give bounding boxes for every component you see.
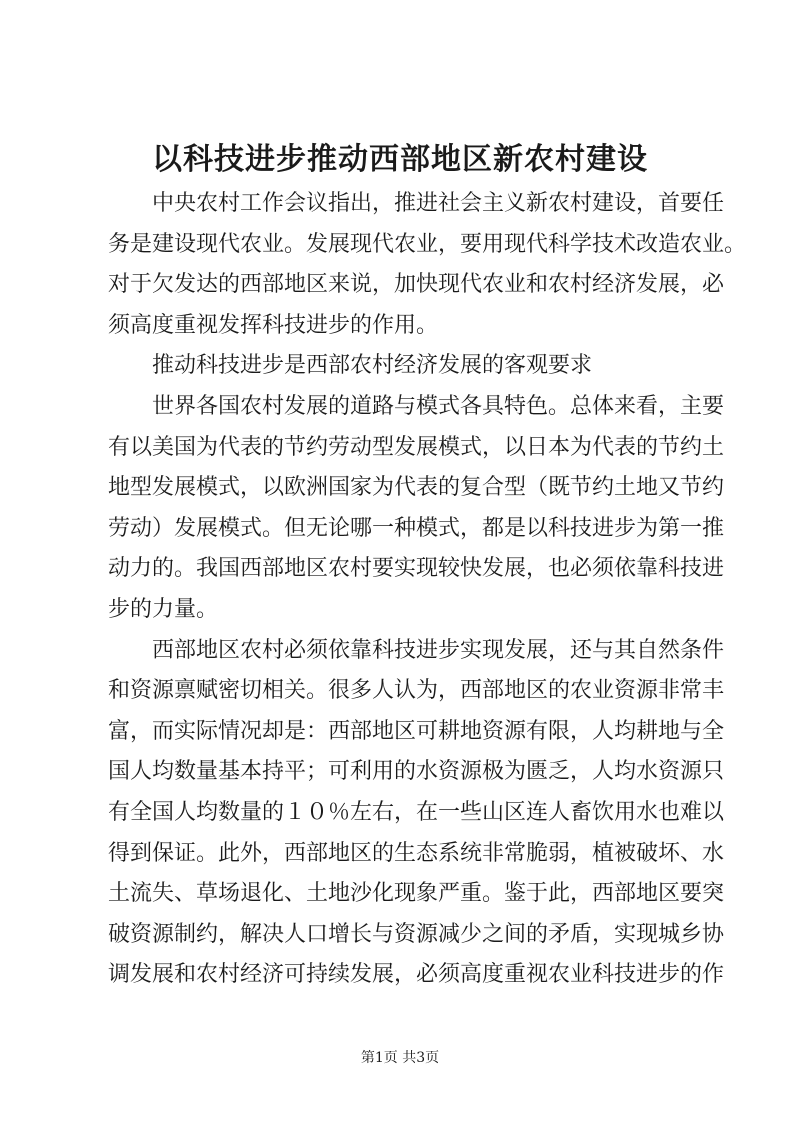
text-line: 地型发展模式，以欧洲国家为代表的复合型（既节约土地又节约 <box>108 475 725 501</box>
paragraph <box>108 631 725 996</box>
text-line: 推动科技进步是西部农村经济发展的客观要求 <box>152 353 593 379</box>
text-line: 务是建设现代农业。发展现代农业，要用现代科学技术改造农业。 <box>108 231 747 257</box>
text-line: 对于欠发达的西部地区来说，加快现代农业和农村经济发展，必 <box>108 272 725 298</box>
text-line: 破资源制约，解决人口增长与资源减少之间的矛盾，实现城乡协 <box>108 921 725 947</box>
page-footer: 第1页 共3页 <box>360 1050 440 1066</box>
text-line: 土流失、草场退化、土地沙化现象严重。鉴于此，西部地区要突 <box>108 881 725 907</box>
text-line: 得到保证。此外，西部地区的生态系统非常脆弱，植被破坏、水 <box>108 840 725 866</box>
text-line: 有全国人均数量的１０％左右，在一些山区连人畜饮用水也难以 <box>108 799 725 825</box>
text-line: 调发展和农村经济可持续发展，必须高度重视农业科技进步的作 <box>108 962 725 988</box>
paragraph <box>108 387 725 631</box>
text-line: 富，而实际情况却是：西部地区可耕地资源有限，人均耕地与全 <box>108 718 725 744</box>
text-line: 须高度重视发挥科技进步的作用。 <box>108 312 439 338</box>
paragraph <box>108 346 700 387</box>
text-line: 西部地区农村必须依靠科技进步实现发展，还与其自然条件 <box>152 637 725 663</box>
text-line: 中央农村工作会议指出，推进社会主义新农村建设，首要任 <box>152 191 725 216</box>
text-line: 步的力量。 <box>108 596 219 622</box>
text-line: 和资源禀赋密切相关。很多人认为，西部地区的农业资源非常丰 <box>108 678 725 704</box>
paragraph <box>108 184 747 346</box>
text-line: 劳动）发展模式。但无论哪一种模式，都是以科技进步为第一推 <box>108 515 725 541</box>
text-line: 国人均数量基本持平；可利用的水资源极为匮乏，人均水资源只 <box>108 759 725 785</box>
document-title: 以科技进步推动西部地区新农村建设 <box>152 142 648 177</box>
text-line: 世界各国农村发展的道路与模式各具特色。总体来看，主要 <box>152 393 725 419</box>
text-line: 动力的。我国西部地区农村要实现较快发展，也必须依靠科技进 <box>108 556 725 582</box>
text-line: 有以美国为代表的节约劳动型发展模式，以日本为代表的节约土 <box>108 434 725 460</box>
document-body <box>108 184 747 996</box>
